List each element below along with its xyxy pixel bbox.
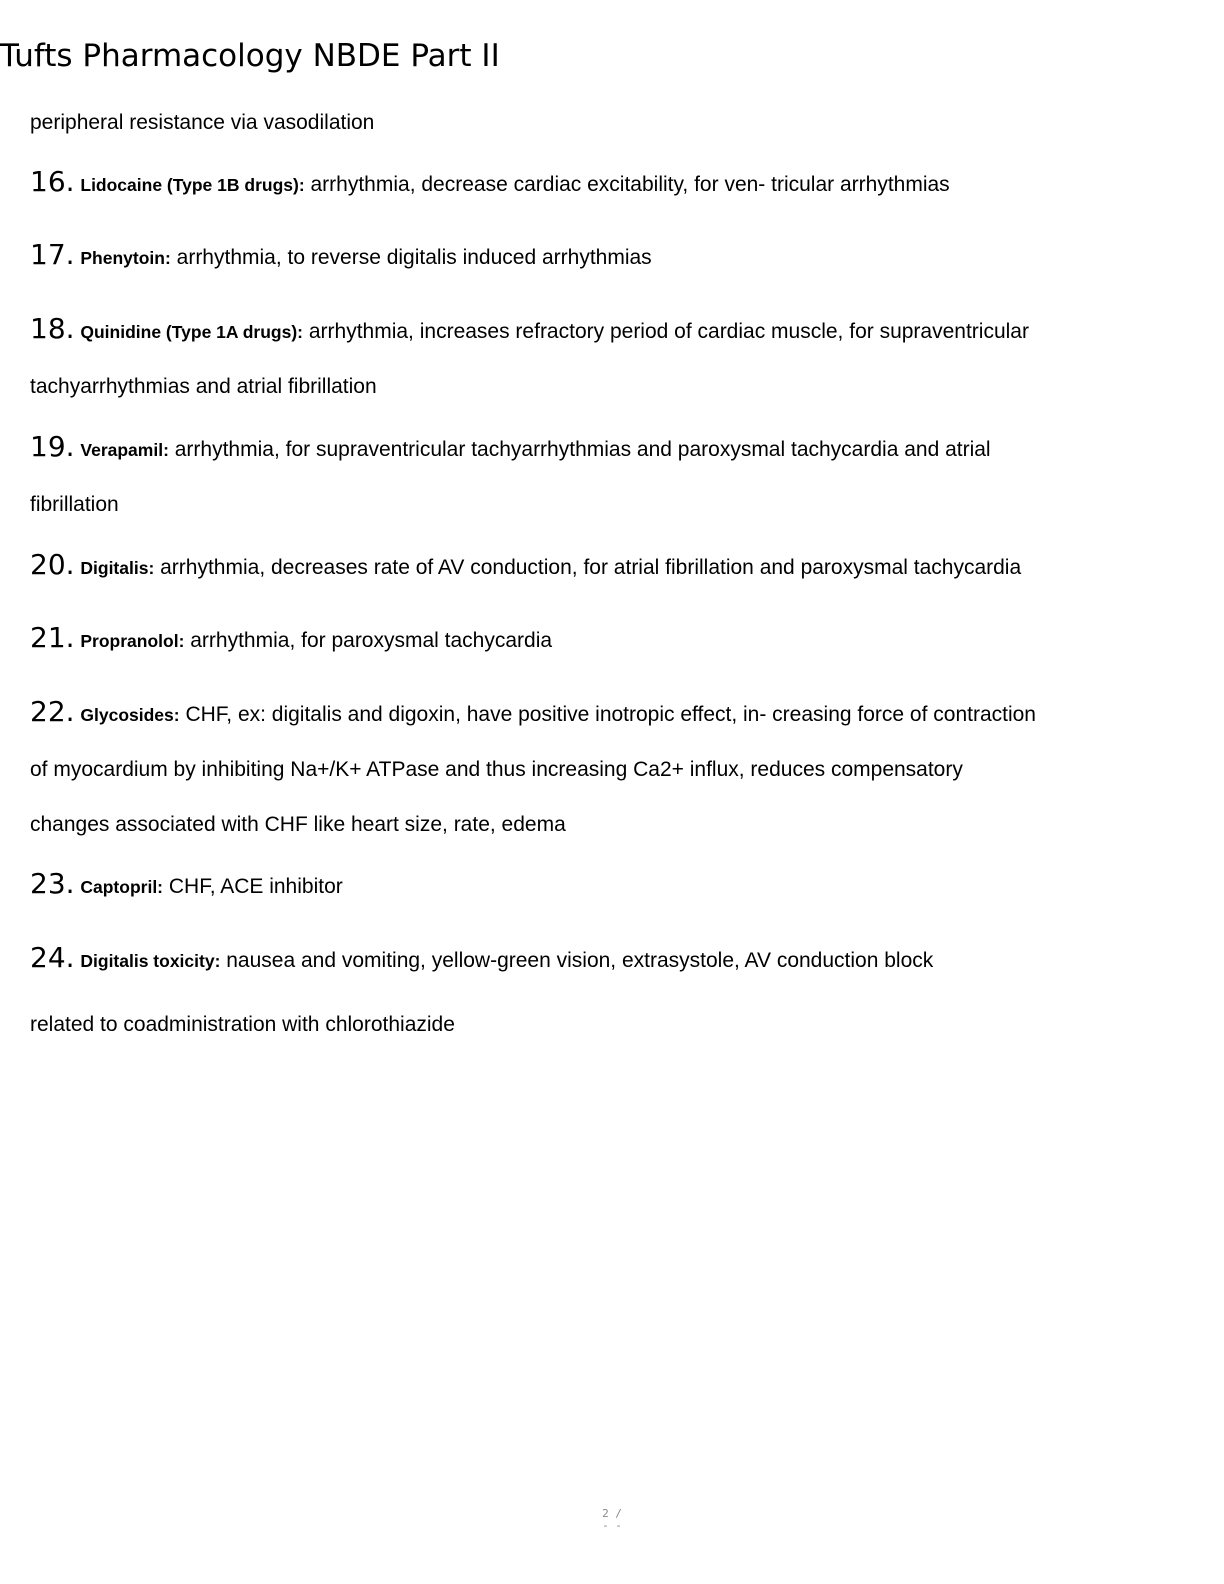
item-number: 23. <box>30 867 75 900</box>
drug-name: Quinidine (Type 1A drugs): <box>80 322 304 342</box>
drug-name: Captopril: <box>80 877 164 897</box>
list-item-23 <box>30 867 343 900</box>
item-number: 18. <box>30 312 75 345</box>
list-item-20 <box>30 548 1022 581</box>
drug-description: arrhythmia, to reverse digitalis induced arrhythmias <box>176 246 652 269</box>
drug-description: arrhythmia, for supraventricular tachyarrhythmias and paroxysmal tachycardia and atrial <box>174 438 991 461</box>
drug-name: Glycosides: <box>80 705 180 725</box>
page-marker: 2 / <box>602 1507 622 1520</box>
list-item-22 <box>30 695 1036 728</box>
item-number: 21. <box>30 621 75 654</box>
item-number: 17. <box>30 238 75 271</box>
drug-name: Digitalis: <box>80 558 155 578</box>
drug-name: Phenytoin: <box>80 248 171 268</box>
page-title: Tufts Pharmacology NBDE Part II <box>0 38 500 74</box>
item-number: 20. <box>30 548 75 581</box>
list-item-19 <box>30 430 991 463</box>
drug-description: arrhythmia, decrease cardiac excitability, for ven- tricular arrhythmias <box>310 173 950 196</box>
list-item-24 <box>30 941 934 974</box>
page-marker-sub: - - <box>602 1519 622 1533</box>
item-number: 19. <box>30 430 75 463</box>
page-number <box>0 1508 1224 1532</box>
list-item-18 <box>30 312 1029 345</box>
drug-name: Verapamil: <box>80 440 169 460</box>
drug-description: CHF, ACE inhibitor <box>168 875 343 898</box>
list-item-17 <box>30 238 652 271</box>
drug-description: arrhythmia, for paroxysmal tachycardia <box>190 629 553 652</box>
item-number: 22. <box>30 695 75 728</box>
drug-name: Propranolol: <box>80 631 185 651</box>
drug-description-continued: tachyarrhythmias and atrial fibrillation <box>30 375 377 398</box>
drug-description: arrhythmia, decreases rate of AV conduction, for atrial fibrillation and paroxysmal tachycardia <box>160 556 1022 579</box>
drug-description-continued: related to coadministration with chlorothiazide <box>30 1013 455 1036</box>
item-number: 16. <box>30 165 75 198</box>
drug-description-continued: of myocardium by inhibiting Na+/K+ ATPase and thus increasing Ca2+ influx, reduces compensatory <box>30 758 963 781</box>
drug-description: arrhythmia, increases refractory period of cardiac muscle, for supraventricular <box>308 320 1029 343</box>
drug-description: CHF, ex: digitalis and digoxin, have positive inotropic effect, in- creasing force of contraction <box>185 703 1036 726</box>
item-number: 24. <box>30 941 75 974</box>
list-item-16 <box>30 165 950 198</box>
drug-name: Digitalis toxicity: <box>80 951 221 971</box>
drug-description-continued: fibrillation <box>30 493 119 516</box>
drug-description-continued: changes associated with CHF like heart size, rate, edema <box>30 813 566 836</box>
drug-name: Lidocaine (Type 1B drugs): <box>80 175 305 195</box>
drug-description: nausea and vomiting, yellow-green vision, extrasystole, AV conduction block <box>226 949 934 972</box>
list-item-21 <box>30 621 553 654</box>
intro-line: peripheral resistance via vasodilation <box>30 111 375 134</box>
